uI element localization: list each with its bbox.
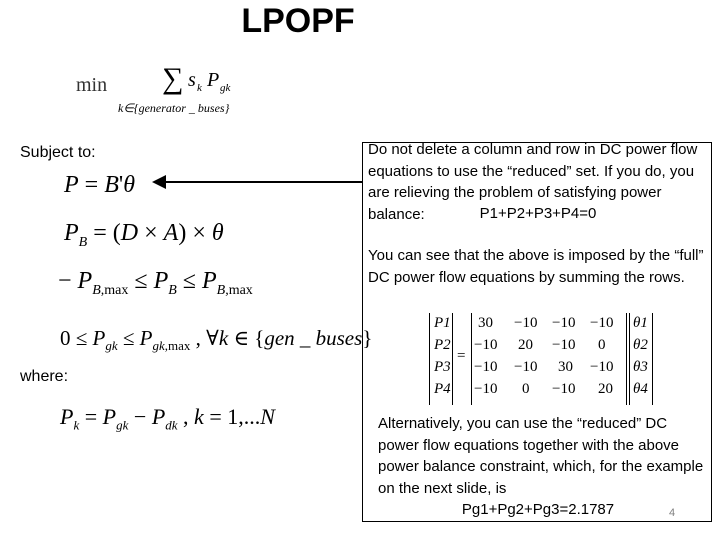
- rhs-theta1: θ1: [633, 315, 648, 331]
- sum-subscript: k∈{generator _ buses}: [118, 101, 230, 115]
- lhs-vector: [429, 313, 453, 405]
- matrix-cell: 30: [478, 315, 493, 331]
- arrow-pointer: [150, 172, 365, 192]
- objective-function: [74, 62, 274, 122]
- note-paragraph-3: Alternatively, you can use the “reduced” DC power flow equations together with the above power balance constraint, which, for the example on the next slide, is: [378, 415, 704, 497]
- lhs-p3: P3: [434, 359, 451, 375]
- sum-sign: ∑: [162, 62, 184, 95]
- matrix-cell: 20: [518, 337, 533, 353]
- subject-to-label: Subject to:: [20, 144, 96, 161]
- objective-expression: [114, 62, 284, 120]
- constraint-power-flow: P = B'θ: [64, 172, 136, 198]
- final-equation: Pg1+Pg2+Pg3=2.1787: [461, 501, 615, 518]
- balance-equation: P1+P2+P3+P4=0: [479, 205, 597, 222]
- note-paragraph-1: Do not delete a column and row in DC power flow equations to use the “reduced” set. If you do, you are relieving the problem of satisfying power balance:: [368, 141, 698, 223]
- rhs-theta2: θ2: [633, 337, 648, 353]
- rhs-vector: [629, 313, 653, 405]
- equals-sign: =: [457, 348, 466, 364]
- note-paragraph-2: You can see that the above is imposed by the “full” DC power flow equations by summing the rows.: [368, 247, 704, 286]
- lhs-p4: P4: [434, 381, 451, 397]
- coefficient-matrix: [471, 313, 627, 405]
- matrix-cell: −10: [590, 359, 614, 375]
- matrix-cell: −10: [474, 359, 498, 375]
- matrix-cell: 20: [598, 381, 613, 397]
- matrix-equation: [423, 313, 703, 408]
- matrix-cell: 0: [522, 381, 530, 397]
- matrix-cell: −10: [552, 315, 576, 331]
- matrix-cell: −10: [552, 337, 576, 353]
- lhs-p2: P2: [434, 337, 451, 353]
- matrix-cell: 0: [598, 337, 606, 353]
- matrix-cell: −10: [514, 315, 538, 331]
- matrix-cell: 30: [558, 359, 573, 375]
- matrix-cell: −10: [590, 315, 614, 331]
- sk-term: s: [188, 69, 196, 91]
- rhs-theta3: θ3: [633, 359, 648, 375]
- slide-title: LPOPF: [241, 2, 355, 40]
- matrix-cell: −10: [474, 337, 498, 353]
- where-label: where:: [20, 368, 69, 385]
- constraint-generator-limits: $0 \le P_{gk} \le P_{gk,max}$ , ∀k ∈ {gen _ buses}: [60, 326, 373, 354]
- slide-number: 4: [669, 507, 676, 519]
- matrix-cell: −10: [474, 381, 498, 397]
- pgk-term: P: [207, 69, 220, 91]
- sk-subscript: k: [197, 82, 202, 94]
- constraint-branch-limits: − $P_{B,max} \le P_B \le P_{B,max}$: [58, 268, 253, 298]
- rhs-theta4: θ4: [633, 381, 648, 397]
- min-label: min: [76, 74, 108, 96]
- where-equation: $P_k = P_{gk} - P_{dk}$ , k = 1,...N: [60, 404, 275, 433]
- matrix-cell: −10: [514, 359, 538, 375]
- constraint-branch-flow: $P_B = (D \times A) \times \theta$: [64, 220, 224, 250]
- pgk-subscript: gk: [220, 82, 231, 94]
- note-box: [362, 142, 712, 522]
- lhs-p1: P1: [434, 315, 451, 331]
- matrix-cell: −10: [552, 381, 576, 397]
